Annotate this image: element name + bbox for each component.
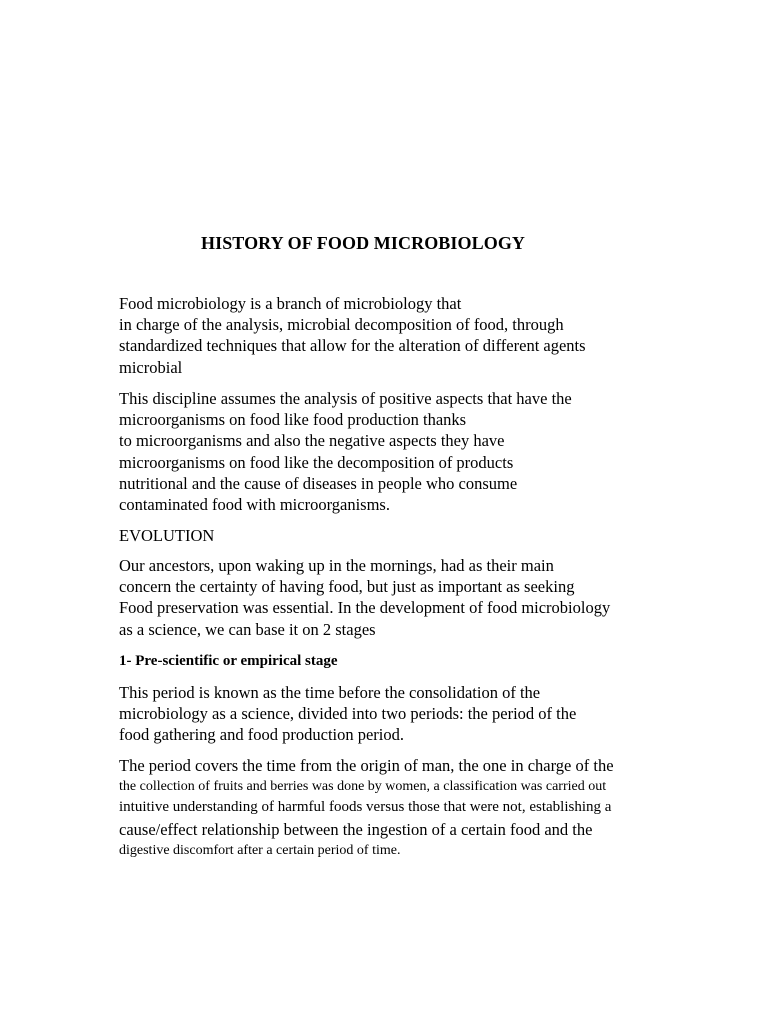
text-line: microorganisms on food like the decomposition of products	[119, 452, 514, 472]
text-line: standardized techniques that allow for the alteration of different agents	[119, 336, 586, 356]
paragraph-origin	[119, 755, 719, 861]
text-line: in charge of the analysis, microbial decomposition of food, through	[119, 315, 564, 335]
section-heading: EVOLUTION	[119, 526, 215, 545]
section-heading-evolution	[119, 525, 719, 546]
subheading-pre-scientific	[119, 651, 719, 672]
text-line: cause/effect relationship between the ingestion of a certain food and the	[119, 819, 593, 839]
text-line: Food preservation was essential. In the development of food microbiology	[119, 598, 611, 618]
text-line: food gathering and food production period.	[119, 725, 405, 745]
paragraph-period	[119, 682, 719, 746]
paragraph-intro	[119, 293, 719, 378]
text-line: digestive discomfort after a certain period of time.	[119, 842, 401, 858]
text-line: This period is known as the time before the consolidation of the	[119, 683, 541, 702]
text-line: The period covers the time from the origin of man, the one in charge of the	[119, 756, 614, 775]
paragraph-evolution	[119, 555, 719, 640]
text-line: This discipline assumes the analysis of positive aspects that have the	[119, 389, 572, 408]
text-line: Food microbiology is a branch of microbiology that	[119, 294, 462, 313]
text-line: microorganisms on food like food production thanks	[119, 410, 467, 430]
text-line: the collection of fruits and berries was done by women, a classification was carried out	[119, 779, 607, 795]
text-line: intuitive understanding of harmful foods versus those that were not, establishing a	[119, 799, 612, 816]
text-line: Our ancestors, upon waking up in the mornings, had as their main	[119, 556, 554, 575]
text-line: concern the certainty of having food, but just as important as seeking	[119, 577, 575, 597]
text-line: to microorganisms and also the negative aspects they have	[119, 431, 505, 451]
text-line: contaminated food with microorganisms.	[119, 495, 390, 515]
document-title: HISTORY OF FOOD MICROBIOLOGY	[200, 233, 526, 253]
subheading: 1- Pre-scientific or empirical stage	[119, 653, 338, 669]
text-line: microbiology as a science, divided into two periods: the period of the	[119, 704, 577, 724]
text-line: microbial	[119, 357, 183, 377]
text-line: nutritional and the cause of diseases in people who consume	[119, 473, 518, 493]
text-line: as a science, we can base it on 2 stages	[119, 619, 376, 639]
paragraph-discipline	[119, 388, 719, 515]
